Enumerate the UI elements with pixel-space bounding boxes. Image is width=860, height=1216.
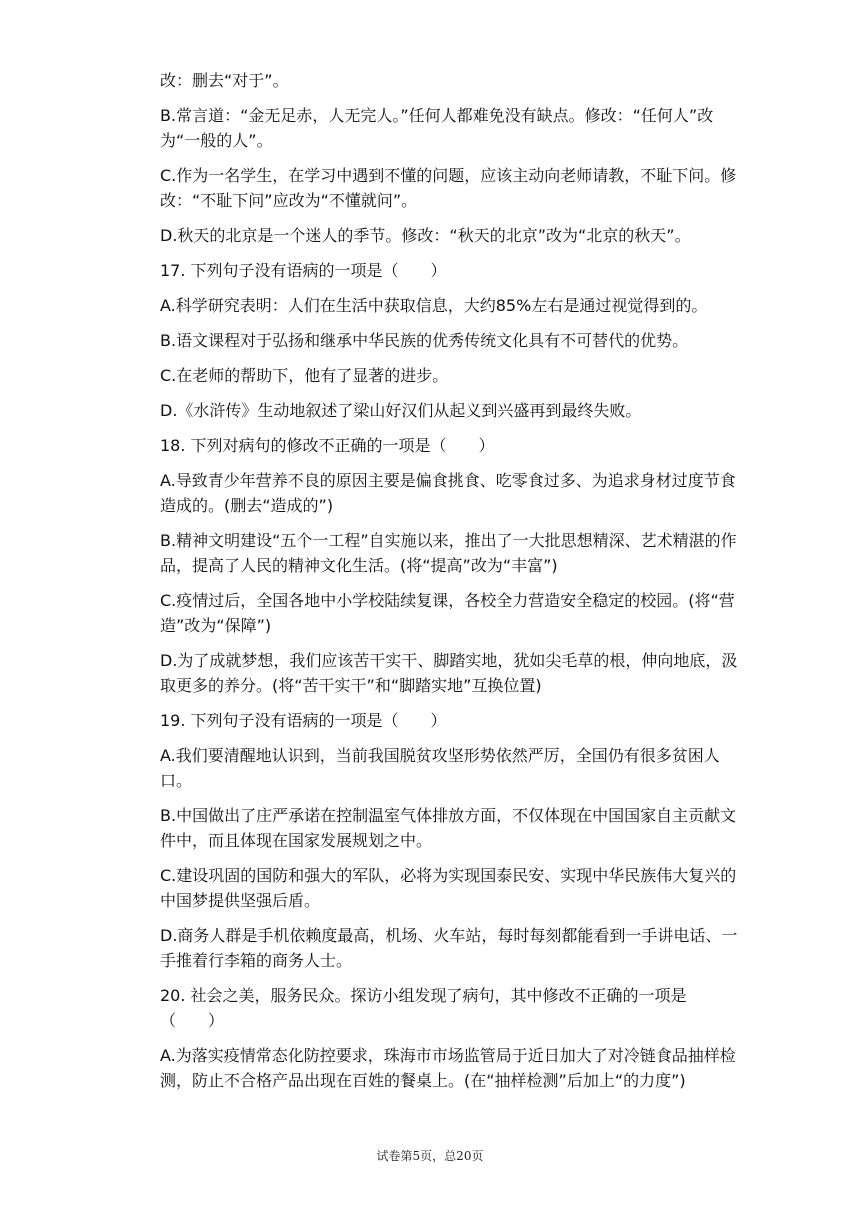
option-d: D.秋天的北京是一个迷人的季节。修改：“秋天的北京”改为“北京的秋天”。 — [160, 226, 691, 245]
option-b: B.常言道：“金无足赤，人无完人。”任何人都难免没有缺点。修改：“任何人”改为“一般的人”。 — [160, 106, 714, 150]
question-17: 17. 下列句子没有语病的一项是（ ） — [160, 261, 447, 280]
option-a: A.为落实疫情常态化防控要求，珠海市市场监管局于近日加大了对冷链食品抽样检测，防止不合格产品出现在百姓的餐桌上。(在“抽样检测”后加上“的力度”) — [160, 1046, 736, 1090]
page-footer: 试卷第5页，总20页 — [376, 1149, 484, 1163]
question-19: 19. 下列句子没有语病的一项是（ ） — [160, 711, 447, 730]
question-20: 20. 社会之美，服务民众。探访小组发现了病句，其中修改不正确的一项是（ ） — [160, 986, 687, 1030]
option-a: A.导致青少年营养不良的原因主要是偏食挑食、吃零食过多、为追求身材过度节食造成的。(删去“造成的”) — [160, 471, 736, 515]
question-18: 18. 下列对病句的修改不正确的一项是（ ） — [160, 436, 495, 455]
text-line: 改：删去“对于”。 — [160, 71, 289, 90]
option-d: D.《水浒传》生动地叙述了梁山好汉们从起义到兴盛再到最终失败。 — [160, 401, 642, 420]
option-d: D.为了成就梦想，我们应该苦干实干、脚踏实地，犹如尖毛草的根，伸向地底，汲取更多的养分。(将“苦干实干”和“脚踏实地”互换位置) — [160, 651, 738, 695]
option-a: A.科学研究表明：人们在生活中获取信息，大约85%左右是通过视觉得到的。 — [160, 296, 708, 315]
option-b: B.中国做出了庄严承诺在控制温室气体排放方面，不仅体现在中国国家自主贡献文件中，而且体现在国家发展规划之中。 — [160, 806, 737, 850]
option-c: C.在老师的帮助下，他有了显著的进步。 — [160, 366, 449, 385]
option-c: C.作为一名学生，在学习中遇到不懂的问题，应该主动向老师请教，不耻下问。修改：“不耻下问”应改为“不懂就问”。 — [160, 166, 737, 210]
option-d: D.商务人群是手机依赖度最高，机场、火车站，每时每刻都能看到一手讲电话、一手推着行李箱的商务人士。 — [160, 926, 738, 970]
option-b: B.精神文明建设“五个一工程”自实施以来，推出了一大批思想精深、艺术精湛的作品，提高了人民的精神文化生活。(将“提高”改为“丰富”) — [160, 531, 737, 575]
option-b: B.语文课程对于弘扬和继承中华民族的优秀传统文化具有不可替代的优势。 — [160, 331, 689, 350]
option-c: C.建设巩固的国防和强大的军队，必将为实现国泰民安、实现中华民族伟大复兴的中国梦提供坚强后盾。 — [160, 866, 737, 910]
option-c: C.疫情过后，全国各地中小学校陆续复课，各校全力营造安全稳定的校园。(将“营造”改为“保障”) — [160, 591, 735, 635]
option-a: A.我们要清醒地认识到，当前我国脱贫攻坚形势依然严厉，全国仍有很多贫困人口。 — [160, 746, 720, 790]
document-body — [160, 68, 740, 1103]
